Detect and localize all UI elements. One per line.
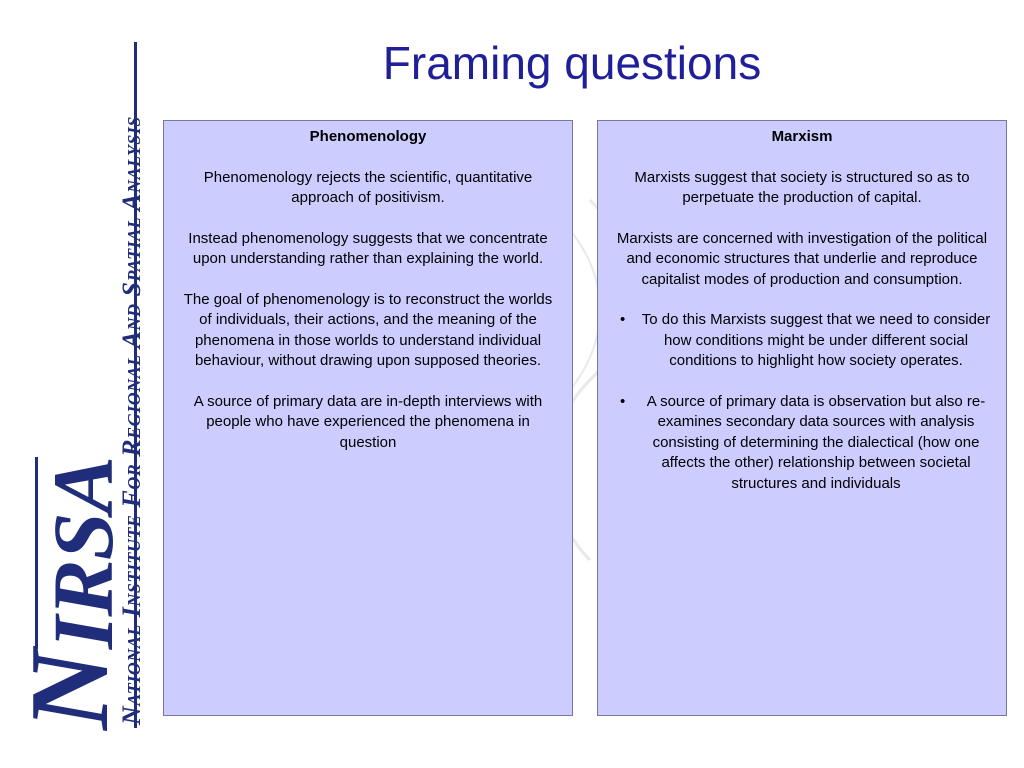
paragraph: The goal of phenomenology is to reconstruct the worlds of individuals, their actions, and the meaning of the phenomena in those worlds to understand individual behaviour, without drawing upon supposed theories.: [183, 290, 553, 369]
logo-letters: IRSA: [35, 457, 131, 650]
phenomenology-panel: [163, 120, 573, 716]
paragraph: A source of primary data are in-depth interviews with people who have experienced the phenomena in question: [193, 392, 543, 451]
paragraph: Phenomenology rejects the scientific, quantitative approach of positivism.: [203, 168, 533, 206]
panel-heading: Phenomenology: [309, 128, 427, 145]
institute-name: National Institute For Regional And Spatial Analysis: [117, 116, 146, 725]
nirsa-branding: [0, 0, 150, 768]
paragraph: Marxists are concerned with investigation of the political and economic structures that underlie and reproduce capitalist modes of production and consumption.: [616, 229, 988, 288]
paragraph: Marxists suggest that society is structured so as to perpetuate the production of capital.: [634, 168, 970, 206]
paragraph: Instead phenomenology suggests that we concentrate upon understanding rather than explaining the world.: [188, 229, 548, 267]
logo-letter-n: N: [8, 649, 132, 730]
bullet-text: A source of primary data is observation but also re-examines secondary data sources with analysis consisting of determining the dialectical (how one affects the other) relationship between societal structures and individuals: [646, 392, 986, 492]
bullet-text: To do this Marxists suggest that we need to consider how conditions might be under different social conditions to highlight how society operates.: [641, 311, 991, 369]
marxism-panel: [597, 120, 1007, 716]
panel-heading: Marxism: [771, 128, 833, 145]
bullet-item: [610, 392, 994, 495]
nirsa-logo: [8, 457, 132, 730]
bullet-icon: •: [620, 392, 626, 410]
bullet-icon: •: [620, 311, 626, 328]
slide-title: Framing questions: [382, 37, 762, 89]
bullet-item: [610, 310, 994, 372]
